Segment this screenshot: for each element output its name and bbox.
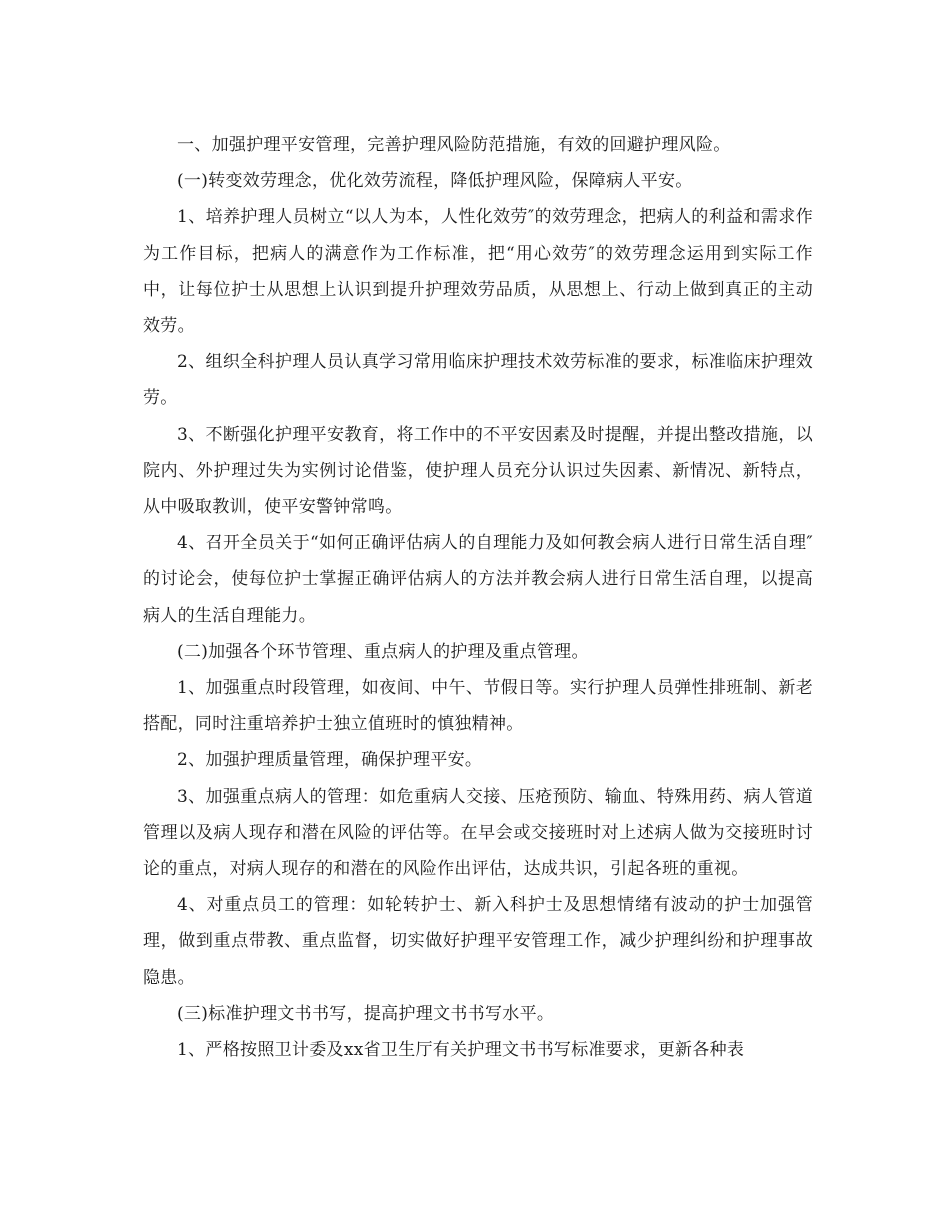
section-heading-1: 一、加强护理平安管理，完善护理风险防范措施，有效的回避护理风险。 [177,135,731,155]
paragraph-2-1: 1、加强重点时段管理，如夜间、中午、节假日等。实行护理人员弹性排班制、新老搭配，同时注重培养护士独立值班时的慎独精神。 [143,678,813,735]
subsection-heading-1: (一)转变效劳理念，优化效劳流程，降低护理风险，保障病人平安。 [177,171,693,192]
paragraph-1-2: 2、组织全科护理人员认真学习常用临床护理技术效劳标准的要求，标准临床护理效劳。 [143,352,813,409]
paragraph-1-1: 1、培养护理人员树立“以人为本，人性化效劳″的效劳理念，把病人的利益和需求作为工作目标，把病人的满意作为工作标准，把“用心效劳″的效劳理念运用到实际工作中，让每位护士从思想上认识到提升护理效劳品质，从思想上、行动上做到真正的主动效劳。 [143,207,813,337]
paragraph-1-4: 4、召开全员关于“如何正确评估病人的自理能力及如何教会病人进行日常生活自理″的讨论会，使每位护士掌握正确评估病人的方法并教会病人进行日常生活自理，以提高病人的生活自理能力。 [143,533,813,626]
document-body [143,127,813,1068]
paragraph-2-3: 3、加强重点病人的管理：如危重病人交接、压疮预防、输血、特殊用药、病人管道管理以及病人现存和潜在风险的评估等。在早会或交接班时对上述病人做为交接班时讨论的重点，对病人现存的和潜在的风险作出评估，达成共识，引起各班的重视。 [143,786,813,880]
paragraph-1-3: 3、不断强化护理平安教育，将工作中的不平安因素及时提醒，并提出整改措施，以院内、外护理过失为实例讨论借鉴，使护理人员充分认识过失因素、新情况、新特点，从中吸取教训，使平安警钟常鸣。 [143,424,813,518]
subsection-heading-2: (二)加强各个环节管理、重点病人的护理及重点管理。 [177,641,589,662]
paragraph-3-1: 1、严格按照卫计委及xx省卫生厅有关护理文书书写标准要求，更新各种表 [177,1040,745,1061]
subsection-heading-3: (三)标准护理文书书写，提高护理文书书写水平。 [177,1003,555,1024]
paragraph-2-2: 2、加强护理质量管理，确保护理平安。 [177,750,483,771]
paragraph-2-4: 4、对重点员工的管理：如轮转护士、新入科护士及思想情绪有波动的护士加强管理，做到重点带教、重点监督，切实做好护理平安管理工作，减少护理纠纷和护理事故隐患。 [143,895,813,988]
